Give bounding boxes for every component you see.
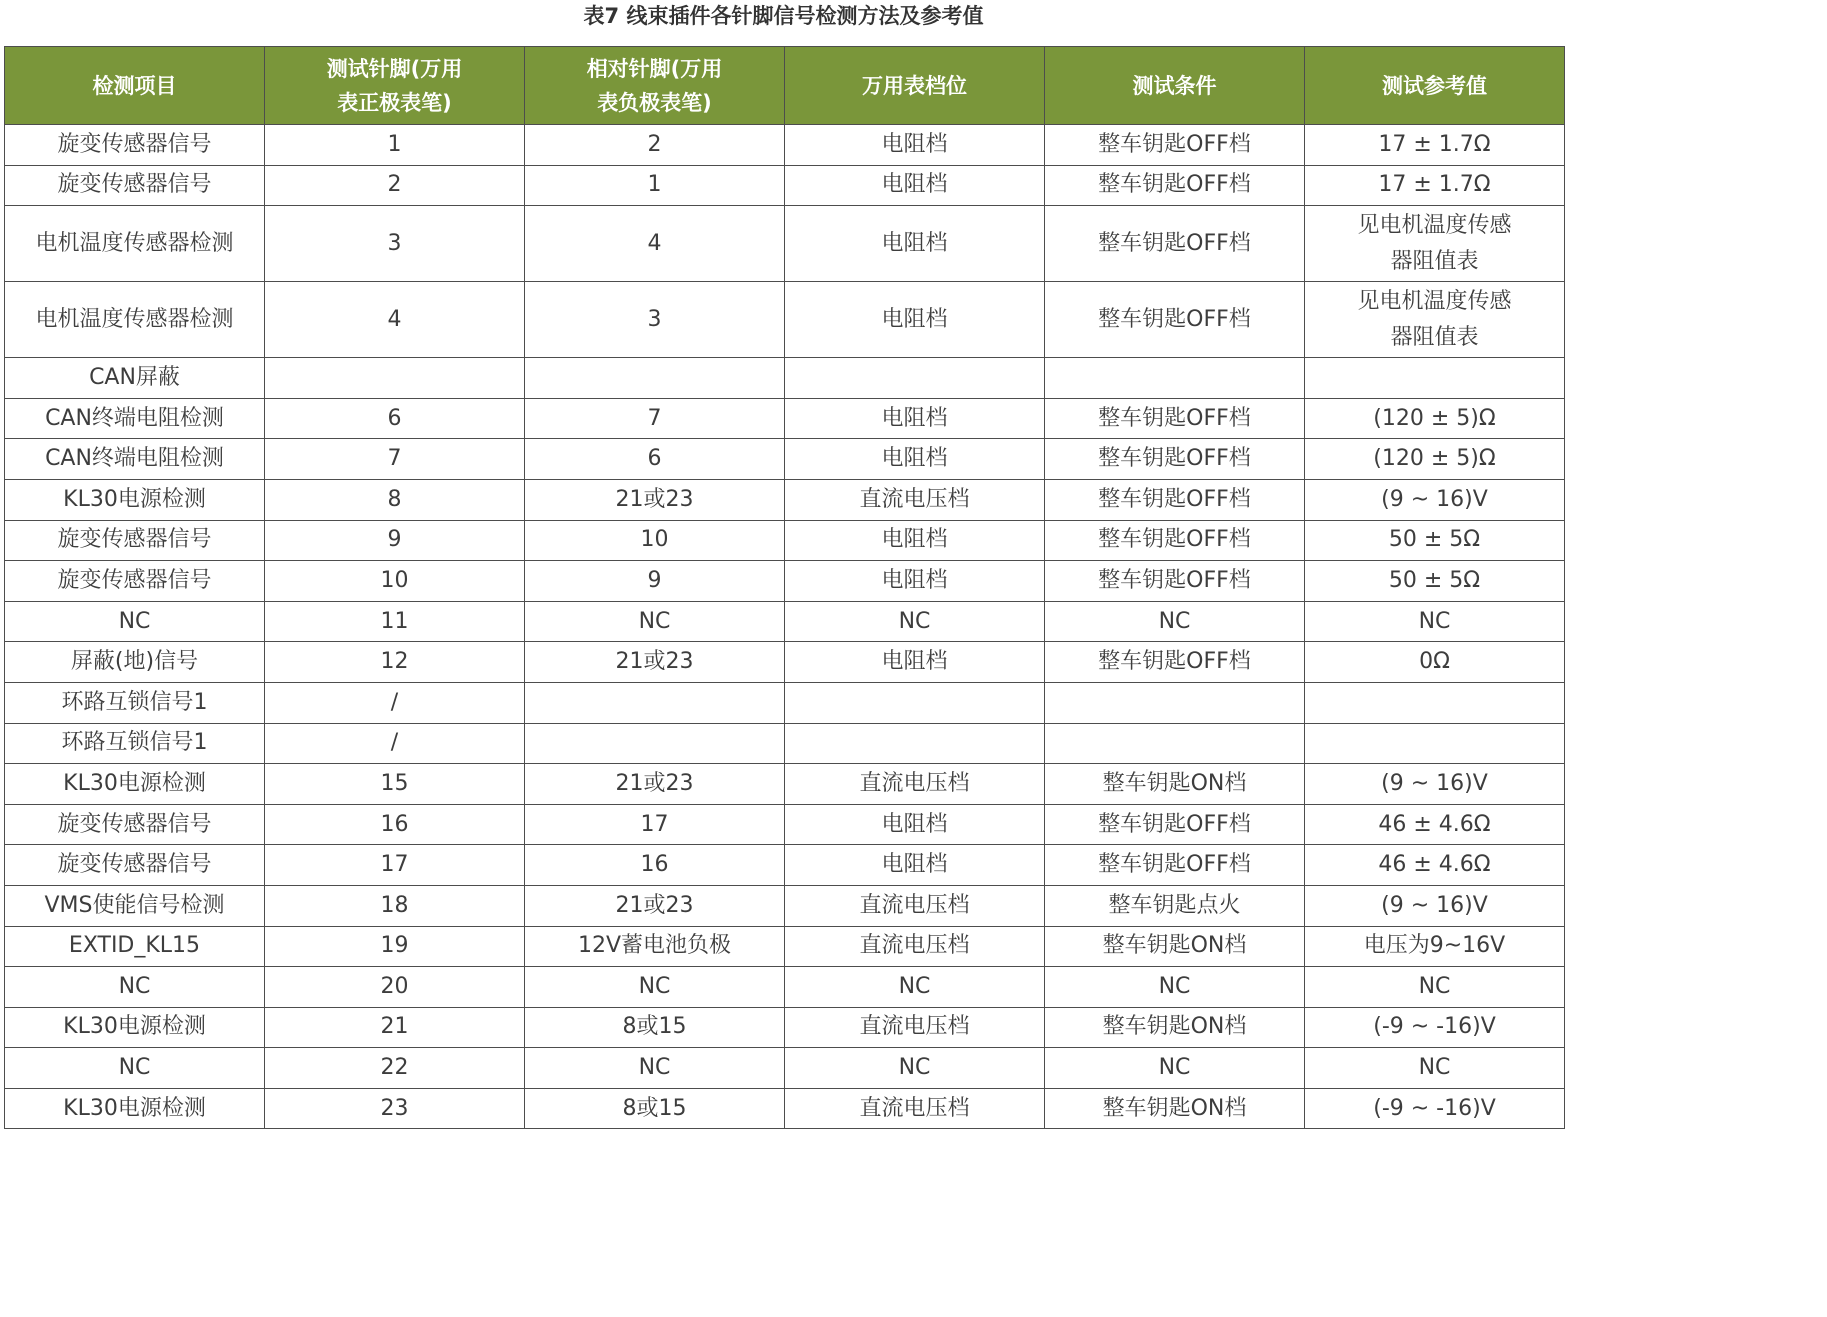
table-row — [5, 125, 1565, 166]
cell-test-pin: 21 — [265, 1007, 525, 1048]
cell-ref-pin: 16 — [525, 845, 785, 886]
cell-reference: 17 ± 1.7Ω — [1305, 125, 1565, 166]
col-header-reference — [1305, 47, 1565, 125]
cell-meter-range: 电阻档 — [785, 206, 1045, 282]
cell-item: CAN终端电阻检测 — [5, 398, 265, 439]
cell-item: 旋变传感器信号 — [5, 165, 265, 206]
cell-reference: (120 ± 5)Ω — [1305, 439, 1565, 480]
cell-test-pin: / — [265, 682, 525, 723]
cell-condition: 整车钥匙ON档 — [1045, 1007, 1305, 1048]
col-header-ref-pin — [525, 47, 785, 125]
cell-ref-pin — [525, 682, 785, 723]
cell-ref-pin: 1 — [525, 165, 785, 206]
table-row — [5, 845, 1565, 886]
cell-meter-range: 直流电压档 — [785, 1007, 1045, 1048]
cell-condition: 整车钥匙ON档 — [1045, 1088, 1305, 1129]
cell-item: 旋变传感器信号 — [5, 804, 265, 845]
cell-meter-range: 电阻档 — [785, 439, 1045, 480]
table-row — [5, 926, 1565, 967]
cell-ref-pin: 21或23 — [525, 885, 785, 926]
cell-item: NC — [5, 1048, 265, 1089]
cell-condition — [1045, 723, 1305, 764]
header-line: 测试参考值 — [1382, 73, 1487, 98]
header-line: 测试条件 — [1132, 73, 1217, 98]
cell-condition: 整车钥匙OFF档 — [1045, 845, 1305, 886]
cell-meter-range: NC — [785, 1048, 1045, 1089]
table-row — [5, 398, 1565, 439]
cell-item: 环路互锁信号1 — [5, 723, 265, 764]
cell-condition: 整车钥匙点火 — [1045, 885, 1305, 926]
col-header-meter-range — [785, 47, 1045, 125]
table-row — [5, 561, 1565, 602]
cell-condition: 整车钥匙OFF档 — [1045, 642, 1305, 683]
cell-condition: 整车钥匙OFF档 — [1045, 479, 1305, 520]
cell-reference — [1305, 358, 1565, 399]
cell-ref-pin — [525, 723, 785, 764]
cell-condition — [1045, 682, 1305, 723]
cell-meter-range: 电阻档 — [785, 282, 1045, 358]
cell-reference: (120 ± 5)Ω — [1305, 398, 1565, 439]
cell-condition: 整车钥匙OFF档 — [1045, 804, 1305, 845]
cell-reference: 见电机温度传感器阻值表 — [1305, 282, 1565, 358]
cell-meter-range: 电阻档 — [785, 845, 1045, 886]
cell-condition: 整车钥匙OFF档 — [1045, 282, 1305, 358]
cell-condition: 整车钥匙OFF档 — [1045, 206, 1305, 282]
header-line: 相对针脚(万用 — [586, 56, 723, 81]
cell-test-pin: 12 — [265, 642, 525, 683]
cell-item: CAN屏蔽 — [5, 358, 265, 399]
cell-meter-range — [785, 358, 1045, 399]
cell-meter-range: 直流电压档 — [785, 764, 1045, 805]
col-header-condition — [1045, 47, 1305, 125]
cell-item: 旋变传感器信号 — [5, 845, 265, 886]
table-row — [5, 165, 1565, 206]
cell-item: EXTID_KL15 — [5, 926, 265, 967]
cell-reference: (9 ~ 16)V — [1305, 479, 1565, 520]
cell-ref-pin: 10 — [525, 520, 785, 561]
header-line: 测试针脚(万用 — [326, 56, 463, 81]
cell-reference: 50 ± 5Ω — [1305, 520, 1565, 561]
cell-item: VMS使能信号检测 — [5, 885, 265, 926]
cell-ref-pin: 21或23 — [525, 479, 785, 520]
cell-test-pin — [265, 358, 525, 399]
table-body — [5, 125, 1565, 1129]
table-row — [5, 1007, 1565, 1048]
cell-test-pin: 10 — [265, 561, 525, 602]
cell-reference: 17 ± 1.7Ω — [1305, 165, 1565, 206]
cell-ref-pin: 2 — [525, 125, 785, 166]
cell-condition: NC — [1045, 967, 1305, 1008]
cell-meter-range: NC — [785, 967, 1045, 1008]
cell-condition: NC — [1045, 1048, 1305, 1089]
cell-reference: 见电机温度传感器阻值表 — [1305, 206, 1565, 282]
table-row — [5, 642, 1565, 683]
cell-ref-pin: 3 — [525, 282, 785, 358]
cell-test-pin: 7 — [265, 439, 525, 480]
cell-condition: 整车钥匙ON档 — [1045, 764, 1305, 805]
cell-reference: (9 ~ 16)V — [1305, 885, 1565, 926]
cell-test-pin: 19 — [265, 926, 525, 967]
table-row — [5, 804, 1565, 845]
cell-condition — [1045, 358, 1305, 399]
cell-item: 旋变传感器信号 — [5, 520, 265, 561]
cell-ref-pin: NC — [525, 601, 785, 642]
cell-meter-range: 电阻档 — [785, 561, 1045, 602]
cell-item: 电机温度传感器检测 — [5, 206, 265, 282]
pin-signal-table — [4, 46, 1565, 1129]
cell-reference: (-9 ~ -16)V — [1305, 1088, 1565, 1129]
cell-condition: 整车钥匙OFF档 — [1045, 125, 1305, 166]
cell-test-pin: 17 — [265, 845, 525, 886]
cell-test-pin: 3 — [265, 206, 525, 282]
table-row — [5, 967, 1565, 1008]
cell-test-pin: 15 — [265, 764, 525, 805]
cell-item: 旋变传感器信号 — [5, 561, 265, 602]
cell-item: 环路互锁信号1 — [5, 682, 265, 723]
cell-ref-pin: 9 — [525, 561, 785, 602]
cell-reference: NC — [1305, 1048, 1565, 1089]
header-row — [5, 47, 1565, 125]
table-row — [5, 764, 1565, 805]
cell-meter-range: NC — [785, 601, 1045, 642]
cell-test-pin: 6 — [265, 398, 525, 439]
header-line: 万用表档位 — [862, 73, 967, 98]
cell-meter-range: 直流电压档 — [785, 479, 1045, 520]
cell-test-pin: 11 — [265, 601, 525, 642]
cell-meter-range: 电阻档 — [785, 520, 1045, 561]
cell-test-pin: 8 — [265, 479, 525, 520]
cell-reference: (-9 ~ -16)V — [1305, 1007, 1565, 1048]
cell-condition: 整车钥匙OFF档 — [1045, 165, 1305, 206]
cell-item: KL30电源检测 — [5, 479, 265, 520]
cell-reference: 50 ± 5Ω — [1305, 561, 1565, 602]
table-header — [5, 47, 1565, 125]
cell-item: KL30电源检测 — [5, 764, 265, 805]
cell-test-pin: 23 — [265, 1088, 525, 1129]
cell-condition: 整车钥匙OFF档 — [1045, 398, 1305, 439]
table-row — [5, 601, 1565, 642]
table-row — [5, 479, 1565, 520]
cell-reference: 电压为9~16V — [1305, 926, 1565, 967]
cell-reference: (9 ~ 16)V — [1305, 764, 1565, 805]
cell-ref-pin: 21或23 — [525, 642, 785, 683]
cell-meter-range: 电阻档 — [785, 125, 1045, 166]
cell-ref-pin: NC — [525, 1048, 785, 1089]
cell-reference — [1305, 682, 1565, 723]
table-row — [5, 358, 1565, 399]
cell-test-pin: 18 — [265, 885, 525, 926]
cell-condition: 整车钥匙OFF档 — [1045, 520, 1305, 561]
cell-ref-pin: 21或23 — [525, 764, 785, 805]
cell-ref-pin: 8或15 — [525, 1088, 785, 1129]
cell-meter-range: 直流电压档 — [785, 926, 1045, 967]
cell-ref-pin: 12V蓄电池负极 — [525, 926, 785, 967]
cell-item: 旋变传感器信号 — [5, 125, 265, 166]
cell-reference: NC — [1305, 967, 1565, 1008]
cell-test-pin: 4 — [265, 282, 525, 358]
cell-test-pin: / — [265, 723, 525, 764]
cell-meter-range: 电阻档 — [785, 398, 1045, 439]
cell-meter-range: 电阻档 — [785, 642, 1045, 683]
col-header-test-pin — [265, 47, 525, 125]
cell-test-pin: 2 — [265, 165, 525, 206]
cell-test-pin: 9 — [265, 520, 525, 561]
table-row — [5, 1088, 1565, 1129]
cell-item: NC — [5, 601, 265, 642]
cell-ref-pin: 8或15 — [525, 1007, 785, 1048]
table-title: 表7 线束插件各针脚信号检测方法及参考值 — [583, 4, 984, 28]
col-header-item — [5, 47, 265, 125]
cell-reference: NC — [1305, 601, 1565, 642]
header-line: 表负极表笔) — [597, 90, 712, 115]
cell-test-pin: 22 — [265, 1048, 525, 1089]
cell-reference: 0Ω — [1305, 642, 1565, 683]
cell-item: CAN终端电阻检测 — [5, 439, 265, 480]
cell-meter-range: 直流电压档 — [785, 1088, 1045, 1129]
cell-reference: 46 ± 4.6Ω — [1305, 804, 1565, 845]
cell-meter-range: 电阻档 — [785, 804, 1045, 845]
table-row — [5, 682, 1565, 723]
cell-ref-pin: 7 — [525, 398, 785, 439]
cell-test-pin: 16 — [265, 804, 525, 845]
cell-item: 电机温度传感器检测 — [5, 282, 265, 358]
cell-reference — [1305, 723, 1565, 764]
cell-condition: 整车钥匙OFF档 — [1045, 561, 1305, 602]
table-row — [5, 1048, 1565, 1089]
cell-reference: 46 ± 4.6Ω — [1305, 845, 1565, 886]
cell-meter-range: 电阻档 — [785, 165, 1045, 206]
header-line: 检测项目 — [92, 73, 177, 98]
cell-item: 屏蔽(地)信号 — [5, 642, 265, 683]
cell-condition: 整车钥匙ON档 — [1045, 926, 1305, 967]
table-row — [5, 885, 1565, 926]
cell-item: NC — [5, 967, 265, 1008]
cell-meter-range — [785, 682, 1045, 723]
cell-ref-pin: NC — [525, 967, 785, 1008]
table-row — [5, 206, 1565, 282]
cell-meter-range — [785, 723, 1045, 764]
cell-item: KL30电源检测 — [5, 1007, 265, 1048]
table-row — [5, 439, 1565, 480]
cell-item: KL30电源检测 — [5, 1088, 265, 1129]
cell-test-pin: 1 — [265, 125, 525, 166]
cell-ref-pin: 6 — [525, 439, 785, 480]
header-line: 表正极表笔) — [337, 90, 452, 115]
cell-condition: 整车钥匙OFF档 — [1045, 439, 1305, 480]
table-row — [5, 520, 1565, 561]
table-row — [5, 282, 1565, 358]
cell-test-pin: 20 — [265, 967, 525, 1008]
cell-meter-range: 直流电压档 — [785, 885, 1045, 926]
cell-condition: NC — [1045, 601, 1305, 642]
cell-ref-pin: 17 — [525, 804, 785, 845]
cell-ref-pin: 4 — [525, 206, 785, 282]
table-row — [5, 723, 1565, 764]
cell-ref-pin — [525, 358, 785, 399]
